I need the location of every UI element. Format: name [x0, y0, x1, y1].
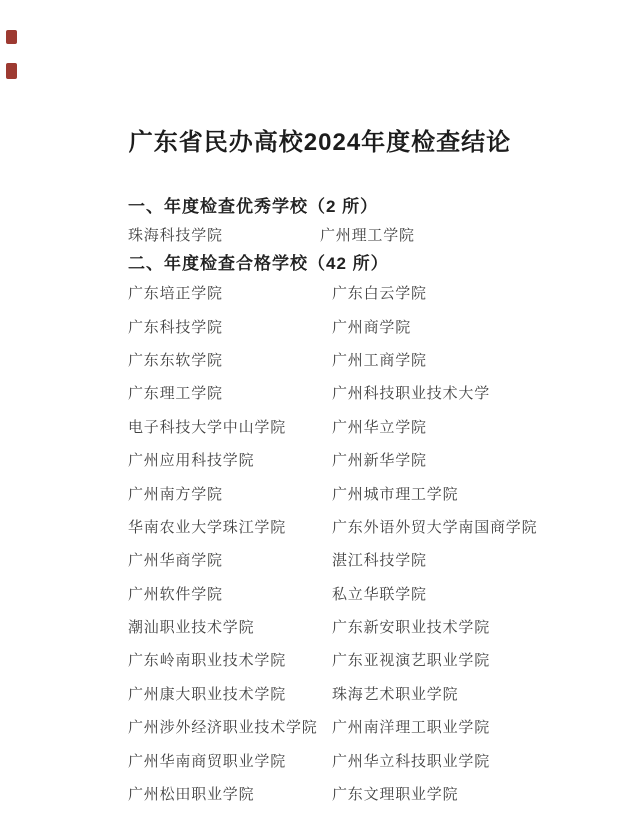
school-row: [128, 677, 537, 710]
school-name-right: 私立华联学院: [332, 585, 427, 603]
school-name-right: 广东亚视演艺职业学院: [332, 652, 491, 670]
school-row: [128, 610, 537, 643]
school-row: [128, 443, 537, 476]
school-name-right: 广州华立学院: [332, 418, 427, 436]
school-name-right: 广东新安职业技术学院: [332, 619, 491, 637]
school-row: [128, 410, 537, 443]
school-name-right: 珠海艺术职业学院: [332, 685, 459, 703]
school-row: [128, 309, 537, 342]
school-name-left: 广东岭南职业技术学院: [128, 652, 287, 670]
school-name-right: 广州南洋理工职业学院: [332, 719, 491, 737]
school-name-right: 广州新华学院: [332, 452, 427, 470]
school-name-right: 广州商学院: [332, 318, 412, 336]
red-annotation-mark-2: [6, 63, 17, 79]
school-name-right: 广州华立科技职业学院: [332, 752, 491, 770]
school-row: [128, 343, 537, 376]
school-name-left: 珠海科技学院: [128, 226, 223, 244]
school-row: [128, 220, 415, 248]
school-name-left: 广东培正学院: [128, 285, 223, 303]
school-name-left: 广东理工学院: [128, 385, 223, 403]
school-name-left: 广州南方学院: [128, 485, 223, 503]
school-row: [128, 643, 537, 676]
school-name-right: 广东外语外贸大学南国商学院: [332, 518, 538, 536]
school-name-left: 广东科技学院: [128, 318, 223, 336]
school-name-left: 广东东软学院: [128, 351, 223, 369]
school-name-left: 广州松田职业学院: [128, 786, 255, 804]
school-name-left: 广州软件学院: [128, 585, 223, 603]
school-name-left: 华南农业大学珠江学院: [128, 518, 287, 536]
red-annotation-mark-1: [6, 30, 17, 44]
school-row: [128, 577, 537, 610]
school-name-right: 广东白云学院: [332, 285, 427, 303]
school-name-right: 广州科技职业技术大学: [332, 385, 491, 403]
section-excellent-school-list: [128, 220, 415, 248]
school-row: [128, 777, 537, 810]
section-excellent-heading: 一、年度检查优秀学校（2 所）: [128, 197, 379, 216]
school-row: [128, 276, 537, 309]
section-qualified-school-list: [128, 276, 537, 810]
school-name-right: 广州工商学院: [332, 351, 427, 369]
school-row: [128, 543, 537, 576]
school-row: [128, 510, 537, 543]
school-name-left: 广州华南商贸职业学院: [128, 752, 287, 770]
school-row: [128, 743, 537, 776]
school-name-right: 湛江科技学院: [332, 552, 427, 570]
school-row: [128, 710, 537, 743]
school-name-right: 广州城市理工学院: [332, 485, 459, 503]
school-name-left: 潮汕职业技术学院: [128, 619, 255, 637]
school-name-left: 广州华商学院: [128, 552, 223, 570]
school-name-left: 广州应用科技学院: [128, 452, 255, 470]
school-name-left: 广州康大职业技术学院: [128, 685, 287, 703]
school-row: [128, 476, 537, 509]
school-name-left: 电子科技大学中山学院: [128, 418, 287, 436]
document-title: 广东省民办高校2024年度检查结论: [128, 129, 512, 156]
section-qualified-heading: 二、年度检查合格学校（42 所）: [128, 254, 389, 273]
school-name-left: 广州涉外经济职业技术学院: [128, 719, 318, 737]
school-row: [128, 376, 537, 409]
school-name-right: 广州理工学院: [320, 226, 415, 244]
school-name-right: 广东文理职业学院: [332, 786, 459, 804]
